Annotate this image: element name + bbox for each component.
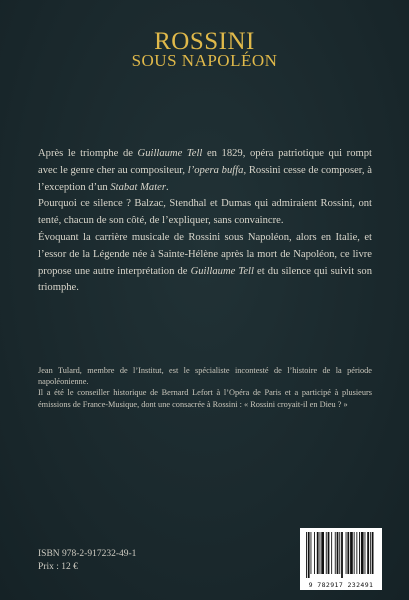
blurb-paragraph-3 xyxy=(38,230,372,297)
blurb-italic: Guillaume Tell xyxy=(190,265,254,277)
barcode-number: 9 782917 232491 xyxy=(308,581,374,589)
bio-paragraph-2: Il a été le conseiller historique de Bernard Lefort à l’Opéra de Paris et a participé à plusieurs émissions de France-Musique, dont une consacrée à Rossini : « Rossini croyait-il en Dieu ? » xyxy=(38,388,372,409)
book-subtitle: SOUS NAPOLÉON xyxy=(131,51,278,70)
barcode-bar xyxy=(365,532,366,574)
blurb-italic: Guillaume Tell xyxy=(137,148,203,159)
blurb-paragraph-1 xyxy=(38,146,372,196)
barcode-bar xyxy=(311,532,312,574)
barcode-bar xyxy=(372,532,374,574)
barcode-bar xyxy=(356,532,357,574)
barcode-bar xyxy=(321,532,324,574)
blurb-text: Évoquant la carrière musicale de Rossini sous Napoléon, alors en Italie, et l’essor de la Légende née à Sainte-Hélène après la mort de Napoléon, ce livre propose une autre interprétation de xyxy=(38,231,372,277)
isbn-code: ISBN 978-2-917232-49-1 xyxy=(38,549,137,559)
barcode-bar xyxy=(308,532,310,578)
blurb-italic: l’opera buffa xyxy=(187,164,244,176)
book-title: ROSSINI xyxy=(154,28,255,55)
barcode-bar xyxy=(361,532,364,574)
barcode-bar xyxy=(328,532,330,574)
barcode-bar xyxy=(320,532,321,574)
barcode-bar xyxy=(350,532,353,574)
barcode xyxy=(300,528,382,590)
barcode-bar xyxy=(354,532,355,574)
barcode-bar xyxy=(367,532,369,574)
blurb-text: , Rossini cesse de composer, à l’exception d’un xyxy=(38,164,372,193)
blurb-italic: Stabat Mater xyxy=(110,181,166,193)
blurb-text: en 1829, opéra patriotique qui rompt avec le genre cher au compositeur, xyxy=(38,148,372,176)
blurb-text: . xyxy=(166,181,169,193)
barcode-bar xyxy=(347,532,349,574)
barcode-bar xyxy=(306,532,307,578)
barcode-bar xyxy=(317,532,319,574)
bio-paragraph-1: Jean Tulard, membre de l’Institut, est le spécialiste incontesté de l’histoire de la période napoléonienne. xyxy=(38,366,372,387)
barcode-bar xyxy=(326,532,327,574)
isbn-block xyxy=(38,548,136,574)
barcode-bar xyxy=(331,532,332,574)
price: Prix : 12 € xyxy=(38,562,78,572)
barcode-bar xyxy=(337,532,339,574)
blurb-text: Après le triomphe de xyxy=(38,148,138,159)
barcode-bars xyxy=(300,528,382,580)
blurb-text: et du silence qui suivit son triomphe. xyxy=(38,265,372,294)
barcode-bar xyxy=(341,532,343,578)
barcode-bar xyxy=(359,532,360,574)
blurb-paragraph-2: Pourquoi ce silence ? Balzac, Stendhal et Dumas qui admiraient Rossini, ont tenté, chacun de son côté, de l’expliquer, sans convaincre. xyxy=(38,198,372,227)
author-bio xyxy=(38,365,372,410)
barcode-bar xyxy=(346,532,347,574)
barcode-bar xyxy=(370,532,371,574)
barcode-bar xyxy=(339,532,340,574)
barcode-bar xyxy=(335,532,336,574)
blurb xyxy=(38,146,372,297)
barcode-bar xyxy=(314,532,315,574)
